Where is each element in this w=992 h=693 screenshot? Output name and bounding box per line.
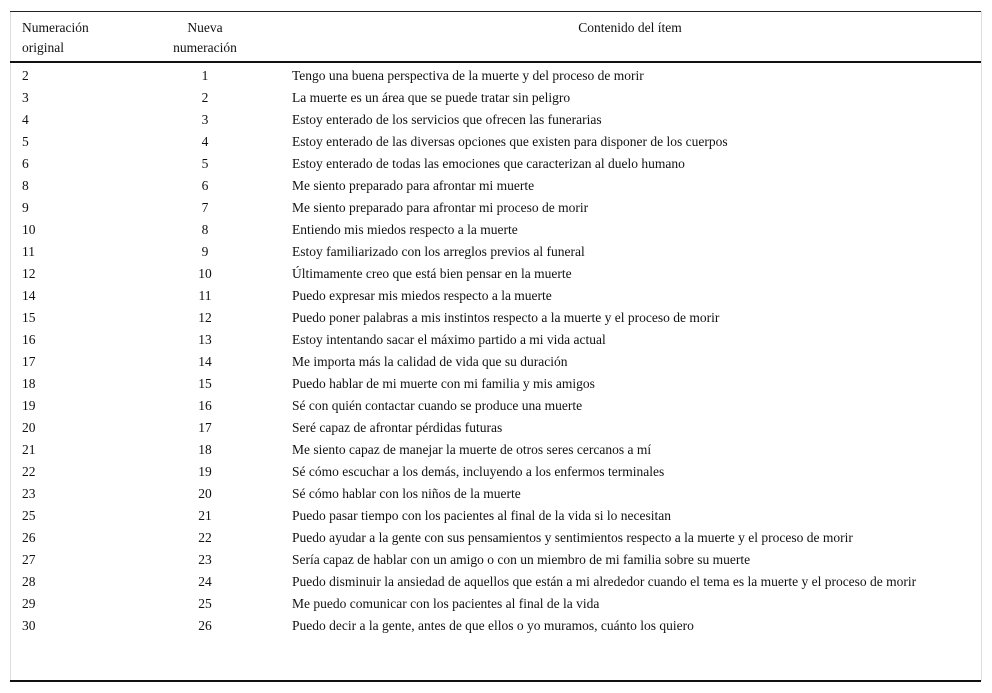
cell-original: 8 (22, 178, 29, 193)
cell-nueva: 21 (198, 508, 212, 523)
cell-original: 15 (22, 310, 36, 325)
cell-original: 30 (22, 618, 36, 633)
cell-nueva: 1 (201, 68, 209, 83)
cell-nueva: 25 (198, 596, 212, 611)
table-header-rule (10, 61, 981, 63)
cell-nueva: 8 (201, 222, 209, 237)
cell-original: 17 (22, 354, 36, 369)
cell-nueva: 6 (201, 178, 209, 193)
cell-contenido: Puedo ayudar a la gente con sus pensamientos y sentimientos respecto a la muerte y el proceso de morir (292, 530, 853, 545)
table-row (0, 505, 992, 527)
table-row (0, 373, 992, 395)
cell-nueva: 14 (198, 354, 212, 369)
table-row (0, 285, 992, 307)
header-original-line2: original (22, 40, 64, 55)
cell-contenido: Me puedo comunicar con los pacientes al final de la vida (292, 596, 600, 611)
cell-contenido: Estoy intentando sacar el máximo partido a mi vida actual (292, 332, 606, 347)
cell-original: 26 (22, 530, 36, 545)
table-row (0, 65, 992, 87)
cell-contenido: Puedo hablar de mi muerte con mi familia y mis amigos (292, 376, 595, 391)
cell-original: 20 (22, 420, 36, 435)
cell-nueva: 17 (198, 420, 212, 435)
cell-contenido: Puedo disminuir la ansiedad de aquellos que están a mi alrededor cuando el tema es la muerte y el proceso de morir (292, 574, 917, 589)
cell-nueva: 19 (198, 464, 212, 479)
table-row (0, 263, 992, 285)
cell-contenido: Puedo poner palabras a mis instintos respecto a la muerte y el proceso de morir (292, 310, 720, 325)
cell-nueva: 22 (198, 530, 212, 545)
table-body (0, 65, 992, 637)
table-top-rule (10, 11, 981, 12)
cell-contenido: Puedo pasar tiempo con los pacientes al final de la vida si lo necesitan (292, 508, 672, 523)
table-row (0, 87, 992, 109)
cell-contenido: Estoy enterado de las diversas opciones que existen para disponer de los cuerpos (292, 134, 728, 149)
cell-nueva: 16 (198, 398, 212, 413)
cell-contenido: Me importa más la calidad de vida que su duración (292, 354, 568, 369)
cell-nueva: 4 (201, 134, 209, 149)
header-original (22, 18, 89, 58)
header-contenido: Contenido del ítem (578, 20, 682, 35)
table-row (0, 241, 992, 263)
cell-nueva: 15 (198, 376, 212, 391)
table-row (0, 593, 992, 615)
cell-original: 4 (22, 112, 29, 127)
cell-original: 6 (22, 156, 29, 171)
cell-original: 25 (22, 508, 36, 523)
table-row (0, 329, 992, 351)
cell-contenido: Me siento preparado para afrontar mi proceso de morir (292, 200, 589, 215)
cell-original: 9 (22, 200, 29, 215)
cell-original: 16 (22, 332, 36, 347)
table-row (0, 483, 992, 505)
cell-nueva: 20 (198, 486, 212, 501)
cell-nueva: 12 (198, 310, 212, 325)
table-row (0, 219, 992, 241)
cell-nueva: 24 (198, 574, 212, 589)
table-bottom-rule (10, 680, 981, 682)
cell-nueva: 2 (201, 90, 209, 105)
cell-nueva: 10 (198, 266, 212, 281)
cell-nueva: 18 (198, 442, 212, 457)
cell-original: 19 (22, 398, 36, 413)
cell-nueva: 7 (201, 200, 209, 215)
cell-nueva: 26 (198, 618, 212, 633)
cell-contenido: Estoy enterado de todas las emociones que caracterizan al duelo humano (292, 156, 685, 171)
cell-original: 23 (22, 486, 36, 501)
cell-contenido: La muerte es un área que se puede tratar sin peligro (292, 90, 571, 105)
table-row (0, 153, 992, 175)
cell-nueva: 23 (198, 552, 212, 567)
table-row (0, 197, 992, 219)
header-original-line1: Numeración (22, 20, 89, 35)
header-nueva (150, 18, 260, 58)
cell-contenido: Puedo decir a la gente, antes de que ellos o yo muramos, cuánto los quiero (292, 618, 694, 633)
header-nueva-line2: numeración (173, 40, 237, 55)
cell-original: 5 (22, 134, 29, 149)
table-row (0, 351, 992, 373)
cell-contenido: Estoy enterado de los servicios que ofrecen las funerarias (292, 112, 602, 127)
cell-contenido: Entiendo mis miedos respecto a la muerte (292, 222, 518, 237)
header-nueva-line1: Nueva (187, 20, 223, 35)
cell-contenido: Sé cómo hablar con los niños de la muerte (292, 486, 521, 501)
cell-original: 22 (22, 464, 36, 479)
cell-contenido: Me siento preparado para afrontar mi muerte (292, 178, 535, 193)
cell-nueva: 11 (198, 288, 212, 303)
table-row (0, 461, 992, 483)
table-row (0, 527, 992, 549)
cell-contenido: Tengo una buena perspectiva de la muerte y del proceso de morir (292, 68, 644, 83)
table-row (0, 439, 992, 461)
cell-original: 28 (22, 574, 36, 589)
table-row (0, 307, 992, 329)
cell-nueva: 9 (201, 244, 209, 259)
table-row (0, 131, 992, 153)
table-row (0, 615, 992, 637)
table-row (0, 549, 992, 571)
cell-nueva: 5 (201, 156, 209, 171)
cell-contenido: Sé cómo escuchar a los demás, incluyendo a los enfermos terminales (292, 464, 665, 479)
cell-original: 11 (22, 244, 35, 259)
cell-contenido: Sería capaz de hablar con un amigo o con un miembro de mi familia sobre su muerte (292, 552, 751, 567)
cell-original: 27 (22, 552, 36, 567)
cell-nueva: 3 (201, 112, 209, 127)
cell-nueva: 13 (198, 332, 212, 347)
cell-contenido: Seré capaz de afrontar pérdidas futuras (292, 420, 503, 435)
cell-original: 12 (22, 266, 36, 281)
table-row (0, 175, 992, 197)
cell-original: 3 (22, 90, 29, 105)
cell-contenido: Sé con quién contactar cuando se produce una muerte (292, 398, 583, 413)
cell-original: 14 (22, 288, 36, 303)
cell-original: 2 (22, 68, 29, 83)
cell-original: 10 (22, 222, 36, 237)
cell-original: 21 (22, 442, 36, 457)
table-row (0, 395, 992, 417)
table-row (0, 571, 992, 593)
cell-contenido: Me siento capaz de manejar la muerte de otros seres cercanos a mí (292, 442, 652, 457)
cell-contenido: Estoy familiarizado con los arreglos previos al funeral (292, 244, 585, 259)
table-row (0, 417, 992, 439)
cell-original: 18 (22, 376, 36, 391)
table-row (0, 109, 992, 131)
cell-contenido: Puedo expresar mis miedos respecto a la muerte (292, 288, 552, 303)
cell-original: 29 (22, 596, 36, 611)
cell-contenido: Últimamente creo que está bien pensar en la muerte (292, 266, 572, 281)
